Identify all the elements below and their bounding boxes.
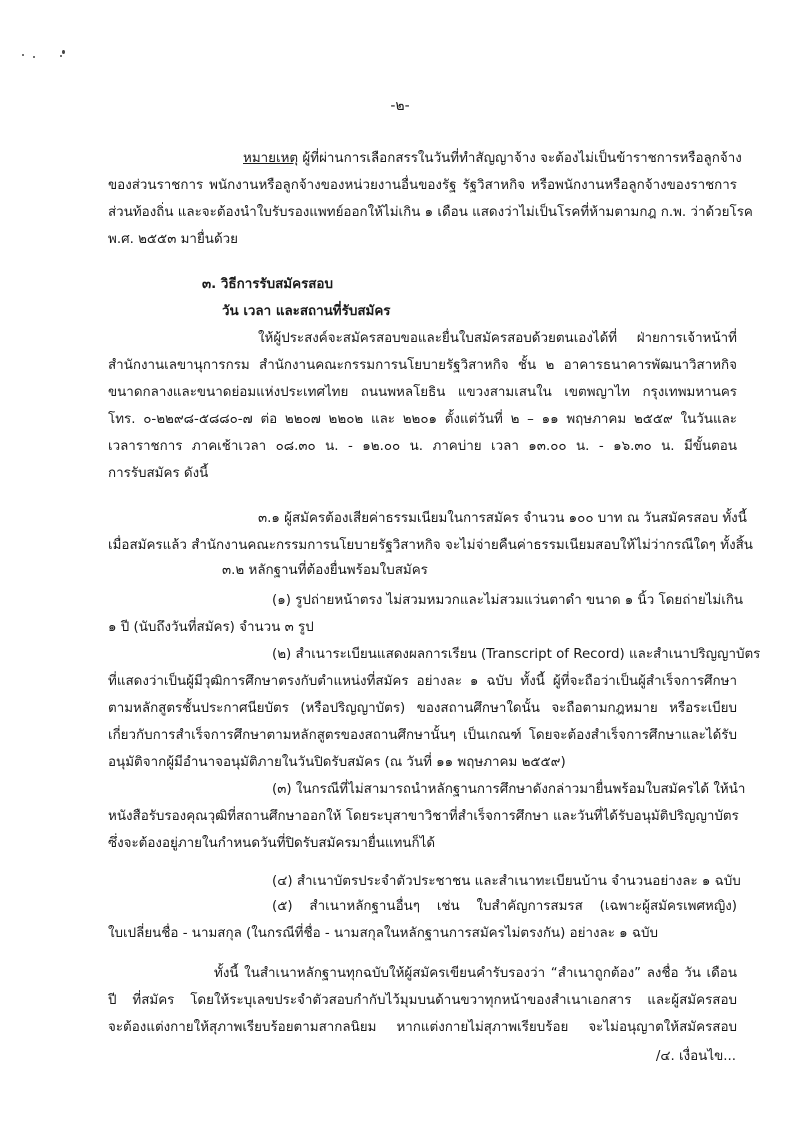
- doc-item-2-cont: ตามหลักสูตรชั้นประกาศนียบัตร (หรือปริญญาบัตร) ของสถานศึกษาใดนั้น จะถือตามกฎหมาย หรือระเบียบ: [108, 701, 737, 716]
- remark-line-1: [243, 150, 742, 168]
- application-para-line: สำนักงานเลขานุการกรม สำนักงานคณะกรรมการนโยบายรัฐวิสาหกิจ ชั้น ๒ อาคารธนาคารพัฒนาวิสาหกิจ: [108, 358, 737, 373]
- application-para-line: ขนาดกลางและขนาดย่อมแห่งประเทศไทย ถนนพหลโยธิน แขวงสามเสนใน เขตพญาไท กรุงเทพมหานคร: [108, 385, 737, 400]
- doc-item-1-cont: ๑ ปี (นับถึงวันที่สมัคร) จำนวน ๓ รูป: [108, 620, 314, 635]
- application-para-line: โทร. ๐-๒๒๙๘-๕๘๘๐-๗ ต่อ ๒๒๐๗ ๒๒๐๒ และ ๒๒๐๑ ตั้งแต่วันที่ ๒ – ๑๑ พฤษภาคม ๒๕๕๙ ในวันและ: [108, 412, 737, 427]
- remark-label: หมายเหตุ: [243, 151, 299, 166]
- section-heading: ๓. วิธีการรับสมัครสอบ: [202, 277, 333, 292]
- doc-item-4: (๔) สำเนาบัตรประจำตัวประชาชน และสำเนาทะเบียนบ้าน จำนวนอย่างละ ๑ ฉบับ: [272, 874, 741, 889]
- scan-speck: [33, 56, 35, 58]
- doc-item-5: (๕) สำเนาหลักฐานอื่นๆ เช่น ใบสำคัญการสมรส (เฉพาะผู้สมัครเพศหญิง): [272, 899, 737, 914]
- doc-item-2: (๒) สำเนาระเบียนแสดงผลการเรียน (Transcript of Record) และสำเนาปริญญาบัตร: [272, 647, 761, 662]
- documents-heading: ๓.๒ หลักฐานที่ต้องยื่นพร้อมใบสมัคร: [222, 563, 428, 578]
- doc-item-2-cont: ที่แสดงว่าเป็นผู้มีวุฒิการศึกษาตรงกับตำแหน่งที่สมัคร อย่างละ ๑ ฉบับ ทั้งนี้ ผู้ที่จะถือว่าเป็นผู้สำเร็จการศึกษา: [108, 674, 737, 689]
- closing-line: จะต้องแต่งกายให้สุภาพเรียบร้อยตามสากลนิยม หากแต่งกายไม่สุภาพเรียบร้อย จะไม่อนุญาตให้สมัครสอบ: [108, 1020, 737, 1035]
- page-number: -๒-: [390, 98, 410, 114]
- doc-item-3-cont: หนังสือรับรองคุณวุฒิที่สถานศึกษาออกให้ โดยระบุสาขาวิชาที่สำเร็จการศึกษา และวันที่ได้รับอนุมัติปริญญาบัตร: [108, 809, 739, 824]
- closing-line: ทั้งนี้ ในสำเนาหลักฐานทุกฉบับให้ผู้สมัครเขียนคำรับรองว่า “สำเนาถูกต้อง” ลงชื่อ วัน เดือน: [214, 966, 737, 981]
- doc-item-1: (๑) รูปถ่ายหน้าตรง ไม่สวมหมวกและไม่สวมแว่นตาดำ ขนาด ๑ นิ้ว โดยถ่ายไม่เกิน: [272, 593, 744, 608]
- fee-line: ๓.๑ ผู้สมัครต้องเสียค่าธรรมเนียมในการสมัคร จำนวน ๑๐๐ บาท ณ วันสมัครสอบ ทั้งนี้: [258, 511, 747, 526]
- section-subheading: วัน เวลา และสถานที่รับสมัคร: [222, 304, 391, 319]
- remark-line-3: ส่วนท้องถิ่น และจะต้องนำใบรับรองแพทย์ออกให้ไม่เกิน ๑ เดือน แสดงว่าไม่เป็นโรคที่ห้ามตามกฎ ก.พ. ว่าด้วยโรค: [108, 205, 753, 220]
- scan-speck: [62, 50, 65, 54]
- application-para-line: เวลาราชการ ภาคเช้าเวลา ๐๘.๓๐ น. - ๑๒.๐๐ น. ภาคบ่าย เวลา ๑๓.๐๐ น. - ๑๖.๓๐ น. มีขั้นตอน: [108, 439, 737, 454]
- remark-text: ผู้ที่ผ่านการเลือกสรรในวันที่ทำสัญญาจ้าง จะต้องไม่เป็นข้าราชการหรือลูกจ้าง: [302, 151, 742, 166]
- scan-speck: [22, 54, 24, 56]
- fee-line: เมื่อสมัครแล้ว สำนักงานคณะกรรมการนโยบายรัฐวิสาหกิจ จะไม่จ่ายคืนค่าธรรมเนียมสอบให้ไม่ว่ากรณีใดๆ ทั้งสิ้น: [108, 538, 753, 553]
- application-para-line: ให้ผู้ประสงค์จะสมัครสอบขอและยื่นใบสมัครสอบด้วยตนเองได้ที่ ฝ่ายการเจ้าหน้าที่: [258, 331, 737, 346]
- doc-item-5-cont: ใบเปลี่ยนชื่อ - นามสกุล (ในกรณีที่ชื่อ - นามสกุลในหลักฐานการสมัครไม่ตรงกัน) อย่างละ ๑ ฉบับ: [108, 926, 659, 941]
- doc-item-3-cont: ซึ่งจะต้องอยู่ภายในกำหนดวันที่ปิดรับสมัครมายื่นแทนก็ได้: [108, 836, 436, 851]
- doc-item-3: (๓) ในกรณีที่ไม่สามารถนำหลักฐานการศึกษาดังกล่าวมายื่นพร้อมใบสมัครได้ ให้นำ: [272, 782, 746, 797]
- application-para-line: การรับสมัคร ดังนี้: [108, 466, 209, 481]
- remark-line-2: ของส่วนราชการ พนักงานหรือลูกจ้างของหน่วยงานอื่นของรัฐ รัฐวิสาหกิจ หรือพนักงานหรือลูกจ้างของราชการ: [108, 178, 737, 193]
- remark-line-4: พ.ศ. ๒๕๕๓ มายื่นด้วย: [108, 232, 239, 247]
- doc-item-2-cont: อนุมัติจากผู้มีอำนาจอนุมัติภายในวันปิดรับสมัคร (ณ วันที่ ๑๑ พฤษภาคม ๒๕๕๙): [108, 755, 566, 770]
- doc-item-2-cont: เกี่ยวกับการสำเร็จการศึกษาตามหลักสูตรของสถานศึกษานั้นๆ เป็นเกณฑ์ โดยจะต้องสำเร็จการศึกษาและได้รับ: [108, 728, 737, 743]
- continuation-marker: /๔. เงื่อนไข...: [655, 1049, 736, 1064]
- closing-line: ปี ที่สมัคร โดยให้ระบุเลขประจำตัวสอบกำกับไว้มุมบนด้านขวาทุกหน้าของสำเนาเอกสาร และผู้สมัครสอบ: [108, 993, 737, 1008]
- scan-speck: [60, 55, 62, 57]
